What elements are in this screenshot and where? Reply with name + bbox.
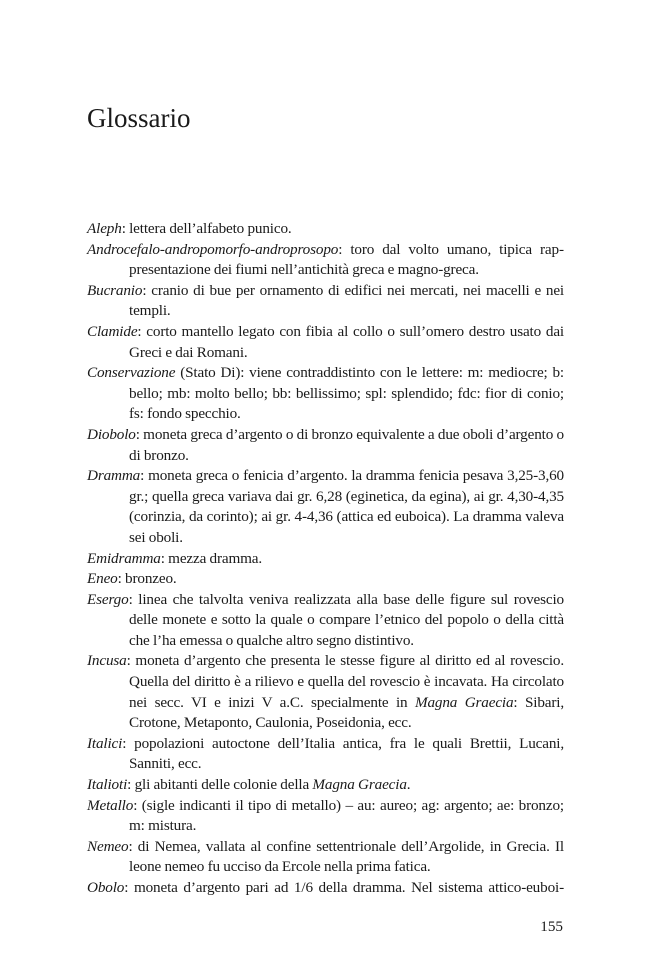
glossary-entry [87,219,564,240]
glossary-term: Emidramma [87,549,161,567]
glossary-definition: : lettera dell’alfabeto punico. [121,220,292,237]
glossary-definition: : moneta d’argento pari ad 1/6 della dramma. Nel sistema attico-euboi- [124,879,564,896]
glossary-entry [87,734,564,775]
glossary-entry [87,466,564,548]
glossary-definition: : cranio di bue per ornamento di edifici nei mercati, nei macelli e nei templi. [129,281,564,320]
glossary-entry [87,363,564,425]
glossary-list [87,219,564,899]
glossary-definition: : di Nemea, vallata al confine settentrionale dell’Argolide, in Grecia. Il leone nemeo fu ucciso da Ercole nella prima fatica. [128,837,564,876]
glossary-entry [87,590,564,652]
glossary-entry [87,281,564,322]
glossary-term: Incusa [87,652,127,670]
glossary-definition: : popolazioni autoctone dell’Italia antica, fra le quali Brettii, Lucani, Sanniti, ecc. [122,734,564,773]
glossary-definition: : moneta greca o fenicia d’argento. la dramma fenicia pesava 3,25-3,60 gr.; quella greca variava dai gr. 6,28 (eginetica, da egina), ai gr. 4,30-4,35 (corinzia, da corinto); ai gr. 4-4,36 (attica ed euboica). La dramma valeva sei oboli. [129,467,564,546]
glossary-definition: : gli abitanti delle colonie della [127,776,313,794]
glossary-entry [87,569,564,590]
glossary-term: Italici [87,734,123,752]
glossary-entry [87,775,564,796]
glossary-term: Obolo [87,879,125,896]
glossary-definition: : moneta d’argento che presenta le stesse figure al diritto ed al rovescio. Quella del diritto è a rilievo e quella del rovescio è incavata. Ha circolato nei secc. VI e inizi V a.C. specialmente in [126,652,564,711]
glossary-definition: : (sigle indicanti il tipo di metallo) – au: aureo; ag: argento; ae: bronzo; m: mistura. [129,796,564,835]
glossary-term: Nemeo [87,837,129,855]
glossary-definition: : Sibari, Crotone, Metaponto, Caulonia, Poseidonia, ecc. [129,693,564,732]
glossary-term: Diobolo [87,425,136,443]
glossary-entry [87,549,564,570]
glossary-term: Metallo [87,796,134,814]
glossary-entry [87,796,564,837]
glossary-entry [87,837,564,878]
glossary-term: Androcefalo-andropomorfo-androprosopo [87,240,339,258]
glossary-term: Italioti [87,776,128,794]
glossary-term: Aleph [87,220,122,237]
glossary-entry [87,425,564,466]
glossary-entry [87,240,564,281]
glossary-term: Eneo [87,570,118,588]
glossary-definition: : moneta greca d’argento o di bronzo equivalente a due oboli d’argento o di bronzo. [129,425,564,464]
page-number: 155 [540,917,563,935]
glossary-entry [87,878,564,899]
glossary-term: Bucranio [87,281,143,299]
glossary-definition: : bronzeo. [117,570,177,588]
glossary-definition: : corto mantello legato con fibia al collo o sull’omero destro usato dai Greci e dai Romani. [129,322,564,361]
glossary-definition: (Stato Di): viene contraddistinto con le lettere: m: mediocre; b: bello; mb: molto bello; bb: bellissimo; spl: splendido; fdc: fior di conio; fs: fondo specchio. [129,364,564,423]
glossary-term: Conservazione [87,364,176,382]
italic-phrase: Magna Graecia [414,693,514,711]
glossary-definition: : toro dal volto umano, tipica rappresentazione dei fiumi nell’antichità greca e magno-greca. [129,240,564,279]
glossary-definition: : linea che talvolta veniva realizzata alla base delle figure sul rovescio delle monete e sotto la quale o compare l’etnico del popolo o della città che l’ha emessa o qualche altro segno distintivo. [128,590,564,649]
glossary-term: Clamide [87,322,138,340]
glossary-term: Esergo [87,590,129,608]
italic-phrase: Magna Graecia [312,776,407,794]
glossary-definition: . [406,776,411,794]
glossary-term: Dramma [87,467,141,485]
page-title: Glossario [87,103,191,133]
glossary-definition: : mezza dramma. [160,549,263,567]
glossary-entry [87,651,564,733]
glossary-entry [87,322,564,363]
